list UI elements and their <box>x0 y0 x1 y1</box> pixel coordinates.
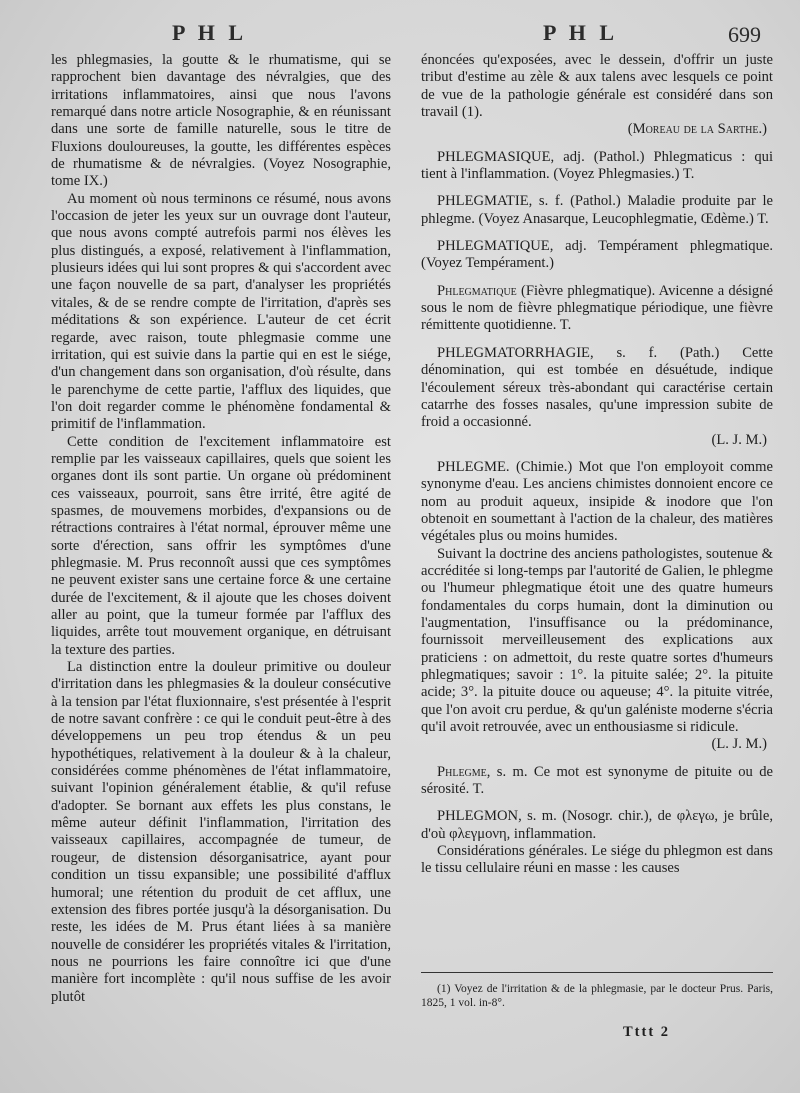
entry-headword: PHLEGMON <box>437 808 519 825</box>
paragraph: énoncées qu'exposées, avec le dessein, d'offrir un juste tribut d'estime au zèle & aux talens avec lesquels ce point de vue de la pathologie générale est considéré dans son travail (1). <box>421 52 773 121</box>
entry-headword: PHLEGMATORRHAGIE <box>437 344 590 361</box>
entry-phlegme-pituite: Phlegme, s. m. Ce mot est synonyme de pituite ou de sérosité. T. <box>421 763 773 798</box>
running-head-left: P H L <box>172 20 248 45</box>
entry-phlegmatie: PHLEGMATIE, s. f. (Pathol.) Maladie produite par le phlegme. (Voyez Anasarque, Leucophlegmatie, Œdème.) T. <box>421 193 773 227</box>
paragraph: La distinction entre la douleur primitive ou douleur d'irritation dans les phlegmasies & la douleur consécutive à la tension par l'état fluxionnaire, s'est présentée à l'esprit de notre savant confrère : ce qui le conduit peut-être à des développemens un peu trop étendus & un peu hypothétiques, relativement à la douleur & à la chaleur, considérées comme phénomènes de l'état inflammatoire, suivant l'opinion généralement établie, & qu'il refuse d'adopter. Se bornant aux effets les plus constans, le même auteur définit l'inflammation, l'irritation des vaisseaux capillaires, accompagnée de tumeur, de rougeur, de distension désorganisatrice, ayant pour condition un tissu expansible; une possibilité d'afflux humoral; une rétention du produit de cet afflux, une extension des fibres portée jusqu'à la désorganisation. Du reste, les idées de M. Prus étant liées à sa manière nouvelle de considérer les propriétés vitales & l'irritation, nous ne pourrions les faire connoître ici que d'une manière fort incomplète : qu'il nous suffise de les avoir plutôt <box>51 659 391 1005</box>
entry-phlegme: PHLEGME. (Chimie.) Mot que l'on employoit comme synonyme d'eau. Les anciens chimistes donnoient encore ce nom au produit aqueux, insipide & inodore que l'on obtenoit en soumettant à l'action de la chaleur, des matières végétales plus ou moins humides. <box>421 458 773 545</box>
left-column <box>51 52 391 1006</box>
paragraph: Suivant la doctrine des anciens pathologistes, soutenue & accréditée si long-temps par l'autorité de Galien, le phlegme ou l'humeur phlegmatique étoit une des quatre humeurs fondamentales du corps humain, dont la diminution ou l'augmentation, l'insuffisance ou la prédominance, fournissoit merveilleusement des explications aux praticiens : on admettoit, du reste quatre sortes d'humeurs phlegmatiques; savoir : 1°. la pituite salée; 2°. la pituite acide; 3°. la pituite douce ou aqueuse; 4°. la pituite vitrée, que l'on avoit cru perdue, & qu'un galéniste moderne s'écria qu'il avoit retrouvée, avec un enthousiasme si ridicule. <box>421 545 773 736</box>
footnote-rule <box>421 972 773 973</box>
entry-headword: PHLEGMASIQUE <box>437 148 551 165</box>
page-number: 699 <box>728 22 761 47</box>
author-signature: (L. J. M.) <box>711 736 767 753</box>
entry-headword: PHLEGMATIQUE <box>437 238 550 255</box>
entry-phlegmatorrhagie: PHLEGMATORRHAGIE, s. f. (Path.) Cette dénomination, qui est tombée en désuétude, indique l'écoulement séreux très-abondant qui caractérise certain catarrhe des fosses nasales, qu'une impression subite de froid a occasionné. <box>421 344 773 431</box>
author-signature: (Moreau de la Sarthe.) <box>627 121 767 138</box>
entry-phlegmasique: PHLEGMASIQUE, adj. (Pathol.) Phlegmaticus : qui tient à l'inflammation. (Voyez Phlegmasies.) T. <box>421 148 773 183</box>
signature-mark: Tttt 2 <box>623 1024 671 1040</box>
entry-headword: Phlegmatique <box>437 282 517 299</box>
entry-phlegmatique: PHLEGMATIQUE, adj. Tempérament phlegmatique. (Voyez Tempérament.) <box>421 238 773 272</box>
paragraph: Au moment où nous terminons ce résumé, nous avons l'occasion de jeter les yeux sur un ouvrage dont l'auteur, que nous avons compté autrefois parmi nos élèves les plus distingués, a exposé, relativement à l'inflammation, plusieurs idées qui lui sont propres & qui s'accordent avec une façon nouvelle de sa part, d'analyser les propriétés vitales, & de se rendre compte de l'irritation, d'après ses méditations & son expérience. L'auteur de cet écrit regarde, avec raison, toute phlegmasie comme une irritation, qui est suivie dans la partie qui en est le siége, d'un changement dans son organisation, d'où résulte, dans le parenchyme de cette partie, l'afflux des liquides, que l'on doit regarder comme le phénomène fondamental & primitif de l'inflammation. <box>51 190 391 433</box>
entry-phlegmatique-fievre: Phlegmatique (Fièvre phlegmatique). Avicenne a désigné sous le nom de fièvre phlegmatique périodique, une fièvre rémittente quotidienne. T. <box>421 282 773 334</box>
footnote: (1) Voyez de l'irritation & de la phlegmasie, par le docteur Prus. Paris, 1825, 1 vol. in-8°. <box>421 983 773 1009</box>
paragraph: Considérations générales. Le siége du phlegmon est dans le tissu cellulaire réuni en masse : les causes <box>421 843 773 877</box>
paragraph: Cette condition de l'excitement inflammatoire est remplie par les vaisseaux capillaires, quels que soient les organes dont ils sont partie. Un organe où prédominent ces vaisseaux, pourroit, sans être irrité, être agité de spasmes, de mouvemens morbides, d'expansions ou de rétractions contraires à l'état normal, éprouver même une sorte d'érection, sans offrir les symptômes d'une phlegmasie. M. Prus reconnoît aussi que ces symptômes ne peuvent exister sans une certaine force & une certaine durée de l'excitement, & il ajoute que les choses doivent aller au point, que la tumeur formée par l'afflux des liquides, arrête tout mouvement organique, en détruisant la texture des parties. <box>51 433 391 658</box>
running-head-right: P H L <box>543 20 619 45</box>
entry-headword: PHLEGMATIE <box>437 193 529 210</box>
author-signature: (L. J. M.) <box>711 431 767 448</box>
entry-headword: Phlegme <box>437 763 487 780</box>
paragraph: les phlegmasies, la goutte & le rhumatisme, qui se rapprochent bien davantage des névralgies, que des irritations inflammatoires, ainsi que nous l'avons remarqué dans notre article Nosographie, & en réunissant dans une sorte de famille naturelle, sous le titre de Fluxions douloureuses, la goutte, les différentes espèces de rhumatisme & de névralgies. (Voyez Nosographie, tome IX.) <box>51 52 391 190</box>
entry-headword: PHLEGME <box>437 458 506 475</box>
right-column <box>421 52 773 878</box>
entry-phlegmon: PHLEGMON, s. m. (Nosogr. chir.), de φλεγω, je brûle, d'où φλεγμονη, inflammation. <box>421 808 773 842</box>
